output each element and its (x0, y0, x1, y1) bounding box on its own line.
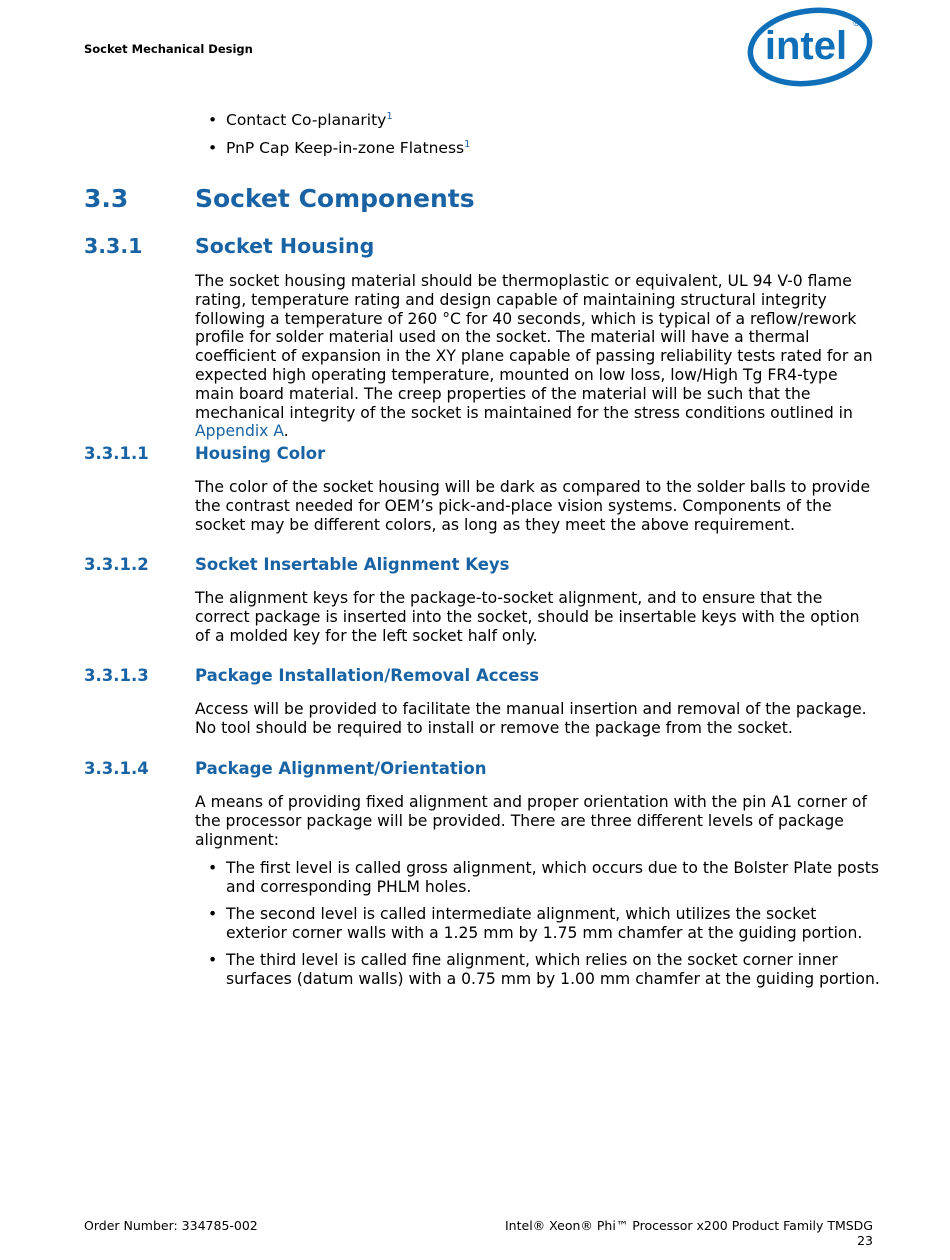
section-title: Package Alignment/Orientation (195, 759, 487, 778)
logo-wordmark: intel (764, 24, 848, 68)
alignment-keys-paragraph: The alignment keys for the package-to-socket alignment, and to ensure that the correct package is inserted into the socket, should be insertable keys with the option of a molded key for the left socket half only. (195, 589, 860, 645)
page-footer (505, 1218, 873, 1248)
section-heading-3-3-1-4 (84, 759, 487, 778)
installation-access-paragraph: Access will be provided to facilitate the manual insertion and removal of the package. No tool should be required to install or remove the package from the socket. (195, 700, 867, 737)
housing-color-paragraph: The color of the socket housing will be dark as compared to the solder balls to provide the contrast needed for OEM’s pick-and-place vision systems. Components of the socket may be different colors, as long as they meet the above requirement. (195, 478, 871, 534)
alignment-levels-list (206, 859, 882, 997)
section-heading-3-3-1 (84, 234, 374, 258)
list-item (206, 110, 470, 130)
section-number: 3.3.1 (84, 234, 143, 258)
intel-logo (744, 4, 874, 88)
paragraph-text: The socket housing material should be thermoplastic or equivalent, UL 94 V-0 flame rating, temperature rating and design capable of maintaining structural integrity following a temperature of 260 °C for 40 seconds, which is typical of a reflow/rework profile for solder material used on the socket. The material will have a thermal coefficient of expansion in the XY plane capable of passing reliability tests rated for an expected high operating temperature, mounted on low loss, low/High Tg FR4-type main board material. The creep properties of the material will be such that the mechanical integrity of the socket is maintained for the stress conditions outlined in (195, 272, 873, 422)
order-number: Order Number: 334785-002 (84, 1218, 258, 1233)
section-number: 3.3.1.1 (84, 444, 149, 463)
list-item-text: PnP Cap Keep-in-zone Flatness (226, 139, 465, 157)
intro-bullet-list (206, 110, 470, 166)
section-number: 3.3 (84, 184, 129, 213)
section-title: Housing Color (195, 444, 326, 463)
section-heading-3-3-1-2 (84, 555, 509, 574)
section-heading-3-3 (84, 184, 475, 213)
footnote-reference[interactable]: 1 (386, 110, 393, 122)
section-heading-3-3-1-1 (84, 444, 325, 463)
section-number: 3.3.1.4 (84, 759, 149, 778)
list-item: • The first level is called gross alignment, which occurs due to the Bolster Plate posts and corresponding PHLM holes. (206, 859, 882, 897)
document-title: Intel® Xeon® Phi™ Processor x200 Product Family TMSDG (505, 1218, 873, 1233)
section-title: Socket Housing (195, 234, 375, 258)
paragraph-text-end: . (283, 422, 289, 441)
page-number: 23 (857, 1233, 873, 1248)
section-title: Socket Insertable Alignment Keys (195, 555, 510, 574)
alignment-orientation-paragraph: A means of providing fixed alignment and proper orientation with the pin A1 corner of the processor package will be provided. There are three different levels of package alignment: (195, 793, 867, 849)
appendix-a-link[interactable]: Appendix A (195, 422, 284, 441)
section-number: 3.3.1.3 (84, 666, 149, 685)
running-header: Socket Mechanical Design (84, 42, 253, 56)
list-item: • The third level is called fine alignment, which relies on the socket corner inner surfaces (datum walls) with a 0.75 mm by 1.00 mm chamfer at the guiding portion. (206, 951, 882, 989)
section-heading-3-3-1-3 (84, 666, 539, 685)
section-number: 3.3.1.2 (84, 555, 149, 574)
footnote-reference[interactable]: 1 (464, 138, 471, 150)
list-item (206, 138, 470, 158)
list-item: • The second level is called intermediate alignment, which utilizes the socket exterior corner walls with a 1.25 mm by 1.75 mm chamfer at the guiding portion. (206, 905, 882, 943)
section-title: Socket Components (195, 184, 475, 213)
list-item-text: Contact Co-planarity (226, 111, 387, 129)
socket-housing-paragraph (195, 272, 873, 441)
logo-registered-mark: ® (853, 18, 860, 28)
section-title: Package Installation/Removal Access (195, 666, 540, 685)
